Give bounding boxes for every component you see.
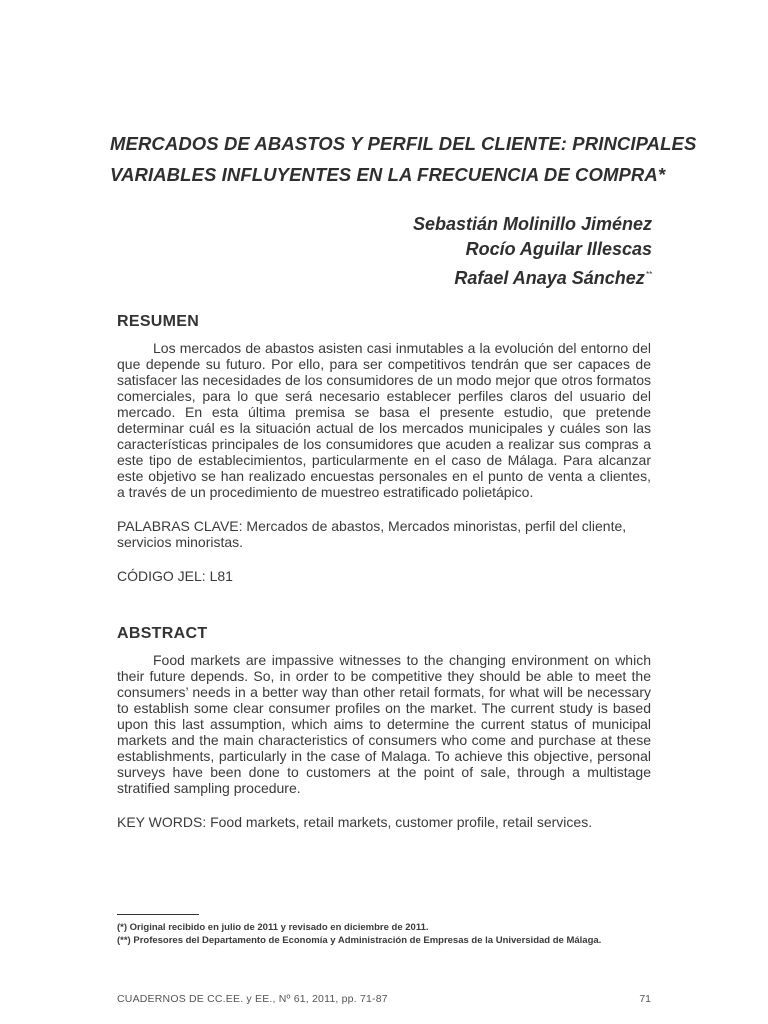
title-line-2: VARIABLES INFLUYENTES EN LA FRECUENCIA DE COMPRA* bbox=[110, 164, 666, 185]
jel-code: CÓDIGO JEL: L81 bbox=[117, 568, 233, 584]
footnote-divider bbox=[117, 914, 199, 915]
resumen-keywords: PALABRAS CLAVE: Mercados de abastos, Mercados minoristas, perfil del cliente, servicios minoristas. bbox=[117, 518, 627, 550]
author-name: Rocío Aguilar Illescas bbox=[465, 239, 652, 259]
footnote: (**) Profesores del Departamento de Economía y Administración de Empresas de la Universidad de Málaga. bbox=[117, 935, 602, 946]
resumen-body: Los mercados de abastos asisten casi inmutables a la evolución del entorno del que depende su futuro. Por ello, para ser competitivos tendrán que ser capaces de satisfacer las necesidades de los consumidores de un modo mejor que otros formatos comerciales, para lo que será necesario establecer perfiles claros del usuario del mercado. En esta última premisa se basa el presente estudio, que pretende determinar cuál es la situación actual de los mercados municipales y cuáles son las características principales de los consumidores que acuden a realizar sus compras a este tipo de establecimientos, particularmente en el caso de Málaga. Para alcanzar este objetivo se han realizado encuestas personales en el punto de venta a clientes, a través de un procedimiento de muestreo estratificado polietápico. bbox=[117, 340, 651, 500]
abstract-keywords: KEY WORDS: Food markets, retail markets, customer profile, retail services. bbox=[117, 814, 593, 830]
abstract-body: Food markets are impassive witnesses to the changing environment on which their future depends. So, in order to be competitive they should be able to meet the consumers’ needs in a better way than other retail formats, for what will be necessary to establish some clear consumer profiles on the market. The current study is based upon this last assumption, which aims to determine the current status of municipal markets and the main characteristics of consumers who come and purchase at these establishments, particularly in the case of Malaga. To achieve this objective, personal surveys have been done to customers at the point of sale, through a multistage stratified sampling procedure. bbox=[117, 652, 651, 796]
author-name-text: Rafael Anaya Sánchez bbox=[454, 268, 645, 288]
footnote: (*) Original recibido en julio de 2011 y revisado en diciembre de 2011. bbox=[117, 922, 429, 933]
article-title bbox=[110, 128, 697, 190]
title-line-1: MERCADOS DE ABASTOS Y PERFIL DEL CLIENTE: PRINCIPALES bbox=[110, 133, 697, 154]
author-name bbox=[413, 262, 652, 291]
resumen-heading: RESUMEN bbox=[117, 313, 200, 330]
author-footnote-mark: ** bbox=[645, 270, 652, 279]
author-name: Sebastián Molinillo Jiménez bbox=[412, 214, 652, 234]
author-list bbox=[413, 212, 652, 291]
abstract-heading: ABSTRACT bbox=[117, 625, 208, 642]
page-number: 71 bbox=[639, 993, 651, 1005]
journal-citation: CUADERNOS DE CC.EE. y EE., Nº 61, 2011, pp. 71-87 bbox=[117, 993, 388, 1005]
